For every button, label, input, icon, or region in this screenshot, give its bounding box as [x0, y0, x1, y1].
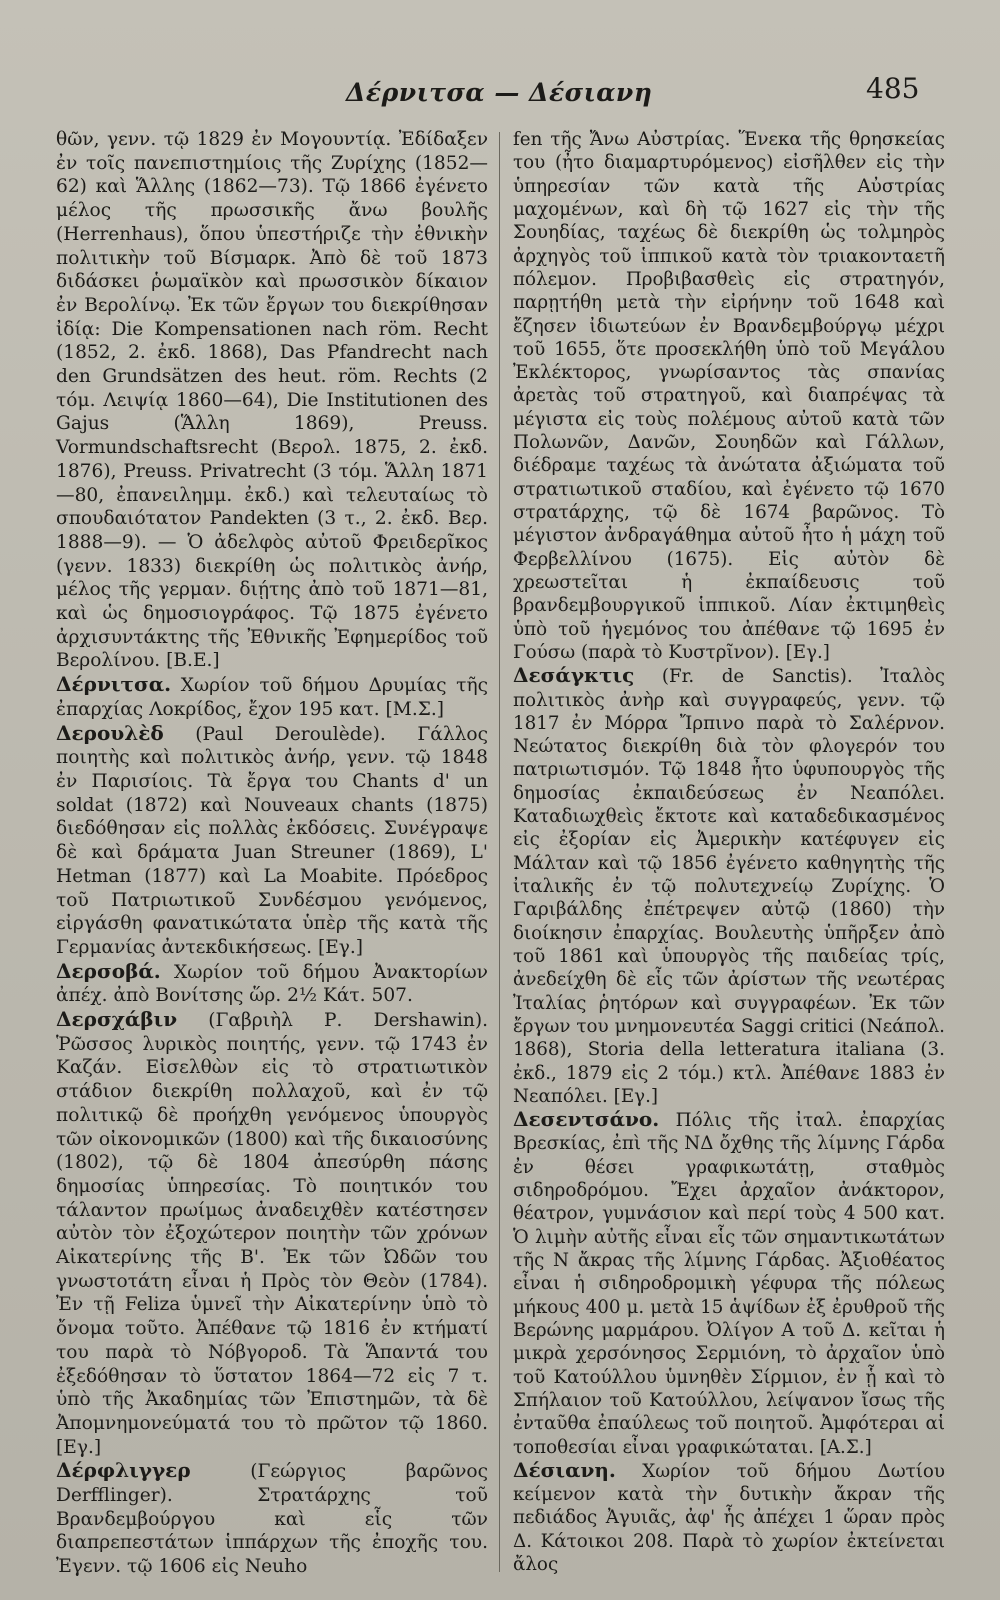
entry-desenzano: [513, 1108, 945, 1459]
entry-headword: Δεσάγκτις: [513, 663, 635, 688]
entry-headword: Δέρφλιγγερ: [56, 1458, 191, 1483]
entry-headword: Δερουλὲδ: [56, 720, 164, 745]
entry-headword: Δέρνιτσα.: [56, 672, 172, 697]
entry-de-sanctis: [513, 664, 945, 1108]
running-head: [0, 72, 1000, 112]
entry-headword: Δερσοβά.: [56, 958, 161, 983]
entry-desiani: [513, 1459, 945, 1577]
entry-text: Χωρίον τοῦ δήμου Δρυμίας τῆς ἐπαρχίας Λοκρίδος, ἔχον 195 κατ. [Μ.Σ.]: [56, 675, 488, 720]
entry-derfflinger: [56, 1459, 488, 1579]
right-column: [513, 128, 945, 1576]
continuation-text: fen τῆς Ἄνω Αὐστρίας. Ἕνεκα τῆς θρησκείας του (ἦτο διαμαρτυρόμενος) εἰσῆλθεν εἰς τὴν ὑπηρεσίαν τῶν κατὰ τῆς Αὐστρίας μαχομένων, καὶ δὴ τῷ 1627 εἰς τὴν τῆς Σουηδίας, ταχέως δὲ διεκρίθη ὡς τολμηρὸς ἀρχηγὸς τοῦ ἱππικοῦ κατὰ τὸν τριακονταετῆ πόλεμον. Προβιβασθεὶς εἰς στρατηγόν, παρῃτήθη μετὰ τὴν εἰρήνην τοῦ 1648 καὶ ἔζησεν ἰδιωτεύων ἐν Βρανδεμβούργῳ μέχρι τοῦ 1655, ὅτε προσεκλήθη ὑπὸ τοῦ Μεγάλου Ἐκλέκτορος, γνωρίσαντος τὰς σπανίας ἀρετὰς τοῦ στρατηγοῦ, καὶ διαπρέψας τὰ μέγιστα εἰς τοὺς πολέμους αὐτοῦ κατὰ τῶν Πολωνῶν, Δανῶν, Σουηδῶν καὶ Γάλλων, διέδραμε ταχέως τὰ ἀνώτατα ἀξιώματα τοῦ στρατιωτικοῦ σταδίου, καὶ ἐγένετο τῷ 1670 στρατάρχης, τῷ δὲ 1674 βαρῶνος. Τὸ μέγιστον ἀνδραγάθημα αὐτοῦ ἦτο ἡ μάχη τοῦ Φερβελλίνου (1675). Εἰς αὐτὸν δὲ χρεωστεῖται ἡ ἐκπαίδευσις τοῦ βρανδεμβουργικοῦ ἱππικοῦ. Λίαν ἐκτιμηθεὶς ὑπὸ τοῦ ἡγεμόνος του ἀπέθανε τῷ 1695 ἐν Γούσω (παρὰ τὸ Κυστρῖνον). [Εγ.]: [513, 129, 945, 663]
left-column: [56, 128, 488, 1579]
column-divider: [499, 132, 500, 1572]
entry-headword: Δέσιανη.: [513, 1457, 616, 1482]
entry-headword: Δερσχάβιν: [56, 1007, 178, 1032]
entry-text: (Γαβριὴλ Ρ. Dershawin). Ῥῶσσος λυρικὸς ποιητής, γενν. τῷ 1743 ἐν Καζάν. Εἰσελθὼν εἰς τὸ στρατιωτικὸν στάδιον διεκρίθη πολλαχοῦ, καὶ ἐν τῷ πολιτικῷ δὲ προήχθη γενόμενος ὑπουργὸς τῶν οἰκονομικῶν (1800) καὶ τῆς δικαιοσύνης (1802), τῷ δὲ 1804 ἀπεσύρθη πάσης δημοσίας ὑπηρεσίας. Τὸ ποιητικόν του τάλαντον πρωίμως ἀναδειχθὲν κατέστησεν αὐτὸν τὸν ἐξοχώτερον ποιητὴν τῶν χρόνων Αἰκατερίνης τῆς Β'. Ἐκ τῶν Ὠδῶν του γνωστοτάτη εἶναι ἡ Πρὸς τὸν Θεὸν (1784). Ἐν τῇ Feliza ὑμνεῖ τὴν Αἰκατερίνην ὑπὸ τὸ ὄνομα τοῦτο. Ἀπέθανε τῷ 1816 ἐν κτήματί του παρὰ τὸ Νόβγοροδ. Τὰ Ἅπαντά του ἐξεδόθησαν τὸ ὕστατον 1864—72 εἰς 7 τ. ὑπὸ τῆς Ἀκαδημίας τῶν Ἐπιστημῶν, τὰ δὲ Ἀπομνημονεύματά του τὸ πρῶτον τῷ 1860. [Εγ.]: [56, 1010, 488, 1458]
entry-dernitsa: [56, 673, 488, 721]
continuation-text: θῶν, γενν. τῷ 1829 ἐν Μογουντίᾳ. Ἐδίδαξεν ἐν τοῖς πανεπιστημίοις τῆς Ζυρίχης (1852—62) καὶ Ἅλλης (1862—73). Τῷ 1866 ἐγένετο μέλος τῆς πρωσσικῆς ἄνω βουλῆς (Herrenhaus), ὅπου ὑπεστήριζε τὴν ἐθνικὴν πολιτικὴν τοῦ Βίσμαρκ. Ἀπὸ δὲ τοῦ 1873 διδάσκει ῥωμαϊκὸν καὶ πρωσσικὸν δίκαιον ἐν Βερολίνῳ. Ἐκ τῶν ἔργων του διεκρίθησαν ἰδίᾳ: Die Kompensationen nach röm. Recht (1852, 2. ἐκδ. 1868), Das Pfandrecht nach den Grundsätzen des heut. röm. Rechts (2 τόμ. Λειψίᾳ 1860—64), Die Institutionen des Gajus (Ἅλλη 1869), Preuss. Vormundschaftsrecht (Βερολ. 1875, 2. ἐκδ. 1876), Preuss. Privatrecht (3 τόμ. Ἅλλη 1871—80, ἐπανειλημμ. ἐκδ.) καὶ τελευταίως τὸ σπουδαιότατον Pandekten (3 τ., 2. ἐκδ. Βερ. 1888—9). — Ὁ ἀδελφὸς αὐτοῦ Φρειδερῖκος (γενν. 1833) διεκρίθη ὡς πολιτικὸς ἀνήρ, μέλος τῆς γερμαν. διῄτης ἀπὸ τοῦ 1871—81, καὶ ὡς δημοσιογράφος. Τῷ 1875 ἐγένετο ἀρχισυντάκτης τῆς Ἐθνικῆς Ἐφημερίδος τοῦ Βερολίνου. [Β.Ε.]: [56, 129, 488, 672]
page-number: 485: [866, 72, 920, 105]
entry-headword: Δεσεντσάνο.: [513, 1107, 660, 1132]
running-head-title: Δέρνιτσα — Δέσιανη: [346, 78, 653, 107]
entry-dershawin: [56, 1008, 488, 1459]
entry-text: Χωρίον τοῦ δήμου Δωτίου κείμενον κατὰ τὴν δυτικὴν ἄκραν τῆς πεδιάδος Ἀγυιᾶς, ἀφ' ἧς ἀπέχει 1 ὥραν πρὸς Δ. Κάτοικοι 208. Παρὰ τὸ χωρίον ἐκτείνεται ἄλος: [513, 1460, 945, 1576]
entry-text: (Fr. de Sanctis). Ἰταλὸς πολιτικὸς ἀνὴρ καὶ συγγραφεύς, γενν. τῷ 1817 ἐν Μόρρα Ἴρπινο παρὰ τὸ Σαλέρνον. Νεώτατος διεκρίθη διὰ τὸν φλογερόν του πατριωτισμόν. Τῷ 1848 ἦτο ὑφυπουργὸς τῆς δημοσίας ἐκπαιδεύσεως ἐν Νεαπόλει. Καταδιωχθεὶς ἔκτοτε καὶ καταδεδικασμένος εἰς ἐξορίαν εἰς Ἀμερικὴν κατέφυγεν εἰς Μάλταν καὶ τῷ 1856 ἐγένετο καθηγητὴς τῆς ἰταλικῆς ἐν τῷ πολυτεχνείῳ Ζυρίχης. Ὁ Γαριβάλδης ἐπέτρεψεν αὐτῷ (1860) τὴν διοίκησιν ἐπαρχίας. Βουλευτὴς ὑπῆρξεν ἀπὸ τοῦ 1861 καὶ ὑπουργὸς τῆς παιδείας τρίς, ἀνεδείχθη δὲ εἷς τῶν ἀρίστων τῆς νεωτέρας Ἰταλίας ῥητόρων καὶ συγγραφέων. Ἐκ τῶν ἔργων του μνημονευτέα Saggi critici (Νεάπολ. 1868), Storia della letteratura italiana (3. ἐκδ., 1879 εἰς 2 τόμ.) κτλ. Ἀπέθανε 1883 ἐν Νεαπόλει. [Εγ.]: [513, 666, 945, 1107]
entry-deroulede: [56, 722, 488, 960]
entry-text: (Paul Deroulède). Γάλλος ποιητὴς καὶ πολιτικὸς ἀνήρ, γενν. τῷ 1848 ἐν Παρισίοις. Τὰ ἔργα του Chants d' un soldat (1872) καὶ Nouveaux chants (1875) διεδόθησαν εἰς πολλὰς ἐκδόσεις. Συνέγραψε δὲ καὶ δράματα Juan Streuner (1869), L' Hetman (1877) καὶ La Moabite. Πρόεδρος τοῦ Πατριωτικοῦ Συνδέσμου γενόμενος, εἰργάσθη φανατικώτατα ὑπὲρ τῆς κατὰ τῆς Γερμανίας ἀντεκδικήσεως. [Εγ.]: [56, 723, 488, 958]
entry-text: Πόλις τῆς ἰταλ. ἐπαρχίας Βρεσκίας, ἐπὶ τῆς ΝΔ ὄχθης τῆς λίμνης Γάρδα ἐν θέσει γραφικωτάτῃ, σταθμὸς σιδηροδρόμου. Ἔχει ἀρχαῖον ἀνάκτορον, θέατρον, γυμνάσιον καὶ περί τοὺς 4 500 κατ. Ὁ λιμὴν αὐτῆς εἶναι εἷς τῶν σημαντικωτάτων τῆς Ν ἄκρας τῆς λίμνης Γάρδας. Ἀξιοθέατος εἶναι ἡ σιδηροδρομικὴ γέφυρα τῆς πόλεως μήκους 400 μ. μετὰ 15 ἁψίδων ἐξ ἐρυθροῦ τῆς Βερώνης μαρμάρου. Ὀλίγον Α τοῦ Δ. κεῖται ἡ μικρὰ χερσόνησος Σερμιόνη, τὸ ἀρχαῖον ὑπὸ τοῦ Κατούλλου ὑμνηθὲν Σίρμιον, ἐν ᾗ καὶ τὸ Σπήλαιον τοῦ Κατούλλου, λείψανον ἴσως τῆς ἐνταῦθα ἐπαύλεως τοῦ ποιητοῦ. Ἀμφότεραι αἱ τοποθεσίαι εἶναι γραφικώταται. [Α.Σ.]: [513, 1110, 945, 1458]
entry-dersova: [56, 960, 488, 1008]
entry-text: Χωρίον τοῦ δήμου Ἀνακτορίων ἀπέχ. ἀπὸ Βονίτσης ὥρ. 2½ Κάτ. 507.: [56, 961, 488, 1007]
entry-text: (Γεώργιος βαρῶνος Derfflinger). Στρατάρχης τοῦ Βρανδεμβούργου καὶ εἷς τῶν διαπρεπεστάτων ἱππάρχων τῆς ἐποχῆς του. Ἐγενν. τῷ 1606 εἰς Neuho: [56, 1461, 488, 1578]
